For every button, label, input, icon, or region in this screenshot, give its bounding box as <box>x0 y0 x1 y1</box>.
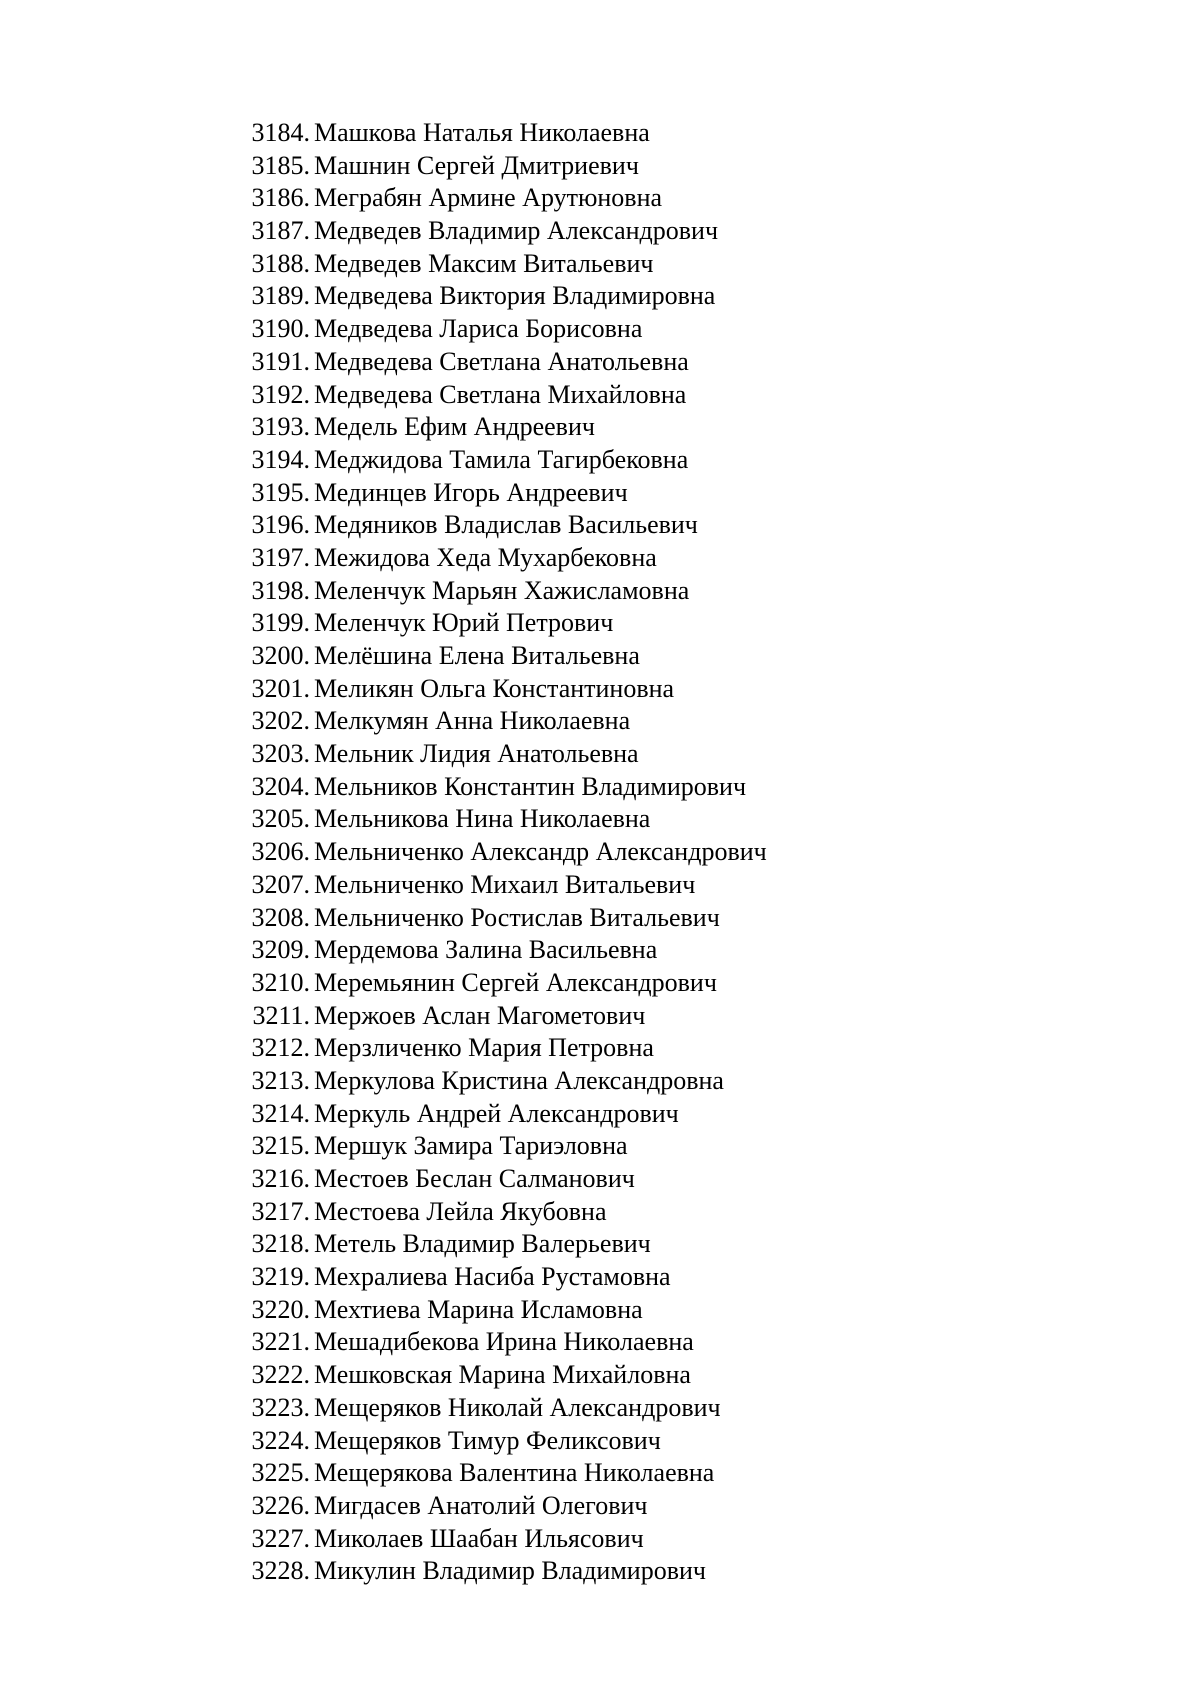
entry-full-name: Местоев Беслан Салманович <box>314 1164 635 1193</box>
list-item <box>0 313 767 346</box>
entry-full-name: Меремьянин Сергей Александрович <box>314 967 717 997</box>
list-item <box>0 280 767 313</box>
list-item <box>0 607 767 640</box>
list-item <box>0 1457 767 1490</box>
entry-number: 3194. <box>251 444 310 474</box>
entry-number: 3195. <box>251 477 310 507</box>
entry-number: 3219. <box>251 1262 310 1292</box>
entry-number: 3203. <box>251 739 310 769</box>
entry-number: 3201. <box>251 673 310 703</box>
entry-number: 3197. <box>251 542 310 572</box>
entry-full-name: Миколаев Шаабан Ильясович <box>314 1523 644 1553</box>
entry-number: 3186. <box>251 183 310 213</box>
entry-number: 3223. <box>251 1392 310 1422</box>
entry-full-name: Мержоев Аслан Магометович <box>314 1000 646 1030</box>
entry-number: 3210. <box>251 967 310 997</box>
entry-full-name: Медель Ефим Андреевич <box>314 412 595 442</box>
entry-full-name: Меджидова Тамила Тагирбековна <box>314 444 689 474</box>
entry-full-name: Микулин Владимир Владимирович <box>314 1556 706 1586</box>
entry-number: 3213. <box>251 1065 310 1095</box>
entry-number: 3214. <box>251 1098 310 1128</box>
list-item <box>0 1065 767 1098</box>
list-item <box>0 509 767 542</box>
entry-full-name: Меграбян Армине Арутюновна <box>314 183 663 213</box>
entry-number: 3205. <box>251 804 310 834</box>
entry-full-name: Мелёшина Елена Витальевна <box>314 641 640 670</box>
list-item <box>0 967 767 1000</box>
entry-full-name: Меликян Ольга Константиновна <box>314 673 675 703</box>
entry-full-name: Медведев Владимир Александрович <box>314 216 719 246</box>
list-item <box>0 575 767 608</box>
entry-full-name: Мигдасев Анатолий Олегович <box>314 1490 648 1520</box>
entry-number: 3212. <box>251 1033 310 1063</box>
entry-full-name: Мешковская Марина Михайловна <box>314 1360 691 1390</box>
entry-full-name: Мещеряков Тимур Феликсович <box>314 1425 661 1455</box>
list-item <box>0 1392 767 1425</box>
entry-full-name: Машнин Сергей Дмитриевич <box>314 150 639 180</box>
entry-number: 3199. <box>251 608 310 638</box>
list-item <box>0 444 767 477</box>
list-item <box>0 1130 767 1163</box>
entry-full-name: Мелкумян Анна Николаевна <box>314 706 631 736</box>
entry-number: 3185. <box>251 150 310 180</box>
entry-full-name: Мединцев Игорь Андреевич <box>314 477 628 507</box>
entry-number: 3208. <box>251 902 310 932</box>
entry-full-name: Мельников Константин Владимирович <box>314 771 747 801</box>
entry-number: 3206. <box>251 837 310 867</box>
entry-number: 3198. <box>251 575 310 605</box>
entry-full-name: Мещерякова Валентина Николаевна <box>314 1458 715 1488</box>
entry-full-name: Медведев Максим Витальевич <box>314 248 654 278</box>
entry-number: 3189. <box>251 281 310 311</box>
entry-full-name: Местоева Лейла Якубовна <box>314 1196 607 1226</box>
entry-full-name: Межидова Хеда Мухарбековна <box>314 542 657 572</box>
entry-full-name: Медведева Светлана Анатольевна <box>314 346 689 376</box>
entry-full-name: Медяников Владислав Васильевич <box>314 510 698 540</box>
entry-number: 3218. <box>251 1229 310 1259</box>
entry-number: 3228. <box>251 1556 310 1586</box>
entry-full-name: Машкова Наталья Николаевна <box>314 118 650 147</box>
list-item <box>0 182 767 215</box>
list-item <box>0 934 767 967</box>
list-item <box>0 1490 767 1523</box>
list-item <box>0 477 767 510</box>
entry-full-name: Мехралиева Насиба Рустамовна <box>314 1262 671 1292</box>
entry-full-name: Медведева Виктория Владимировна <box>314 281 716 311</box>
entry-number: 3225. <box>251 1458 310 1488</box>
list-item <box>0 1294 767 1327</box>
entry-number: 3196. <box>251 510 310 540</box>
list-item <box>0 379 767 412</box>
entry-number: 3191. <box>251 346 310 376</box>
entry-number: 3193. <box>251 412 310 442</box>
entry-number: 3220. <box>251 1294 310 1324</box>
list-item <box>0 1032 767 1065</box>
entry-number: 3227. <box>251 1523 310 1553</box>
list-item <box>0 1098 767 1131</box>
list-item <box>0 705 767 738</box>
entry-full-name: Мельник Лидия Анатольевна <box>314 739 639 769</box>
entry-full-name: Мердемова Залина Васильевна <box>314 935 658 965</box>
entry-number: 3188. <box>251 248 310 278</box>
entry-number: 3224. <box>251 1425 310 1455</box>
list-item <box>0 150 767 183</box>
entry-full-name: Мерзличенко Мария Петровна <box>314 1033 654 1063</box>
list-item <box>0 542 767 575</box>
entry-full-name: Меленчук Юрий Петрович <box>314 608 614 638</box>
list-item <box>0 1555 767 1588</box>
entry-full-name: Меркулова Кристина Александровна <box>314 1065 724 1095</box>
list-item <box>0 411 767 444</box>
list-item <box>0 1326 767 1359</box>
entry-number: 3217. <box>251 1196 310 1226</box>
entry-number: 3221. <box>251 1327 310 1357</box>
list-item <box>0 1163 767 1196</box>
entry-full-name: Меленчук Марьян Хажисламовна <box>314 575 690 605</box>
list-item <box>0 836 767 869</box>
entry-full-name: Метель Владимир Валерьевич <box>314 1229 651 1259</box>
entry-number: 3216. <box>251 1164 310 1193</box>
entry-full-name: Медведева Лариса Борисовна <box>314 314 643 344</box>
entry-number: 3222. <box>251 1360 310 1390</box>
entry-full-name: Мельниченко Михаил Витальевич <box>314 869 696 899</box>
entry-number: 3204. <box>251 771 310 801</box>
entry-full-name: Мельниченко Ростислав Витальевич <box>314 902 720 932</box>
entry-number: 3215. <box>251 1131 310 1161</box>
entry-full-name: Медведева Светлана Михайловна <box>314 379 687 409</box>
list-item <box>0 117 767 150</box>
list-item <box>0 215 767 248</box>
list-item <box>0 771 767 804</box>
list-item <box>0 1523 767 1556</box>
list-item <box>0 869 767 902</box>
entry-number: 3192. <box>251 379 310 409</box>
list-item <box>0 640 767 673</box>
entry-number: 3200. <box>251 641 310 670</box>
list-item <box>0 1228 767 1261</box>
name-list <box>0 117 767 1588</box>
entry-full-name: Меркуль Андрей Александрович <box>314 1098 679 1128</box>
list-item <box>0 346 767 379</box>
entry-number: 3190. <box>251 314 310 344</box>
list-item <box>0 1000 767 1033</box>
list-item <box>0 1425 767 1458</box>
list-item <box>0 1261 767 1294</box>
entry-full-name: Мешадибекова Ирина Николаевна <box>314 1327 694 1357</box>
entry-number: 3184. <box>251 118 310 147</box>
entry-number: 3209. <box>251 935 310 965</box>
entry-number: 3207. <box>251 869 310 899</box>
list-item <box>0 803 767 836</box>
list-item <box>0 673 767 706</box>
entry-number: 3226. <box>251 1490 310 1520</box>
entry-full-name: Мершук Замира Тариэловна <box>314 1131 628 1161</box>
entry-number: 3211. <box>252 1000 310 1030</box>
list-item <box>0 1359 767 1392</box>
list-item <box>0 738 767 771</box>
entry-full-name: Мельниченко Александр Александрович <box>314 837 767 867</box>
entry-full-name: Мещеряков Николай Александрович <box>314 1392 721 1422</box>
list-item <box>0 248 767 281</box>
entry-number: 3202. <box>251 706 310 736</box>
entry-full-name: Мехтиева Марина Исламовна <box>314 1294 643 1324</box>
list-item <box>0 902 767 935</box>
entry-number: 3187. <box>251 216 310 246</box>
entry-full-name: Мельникова Нина Николаевна <box>314 804 651 834</box>
list-item <box>0 1196 767 1229</box>
